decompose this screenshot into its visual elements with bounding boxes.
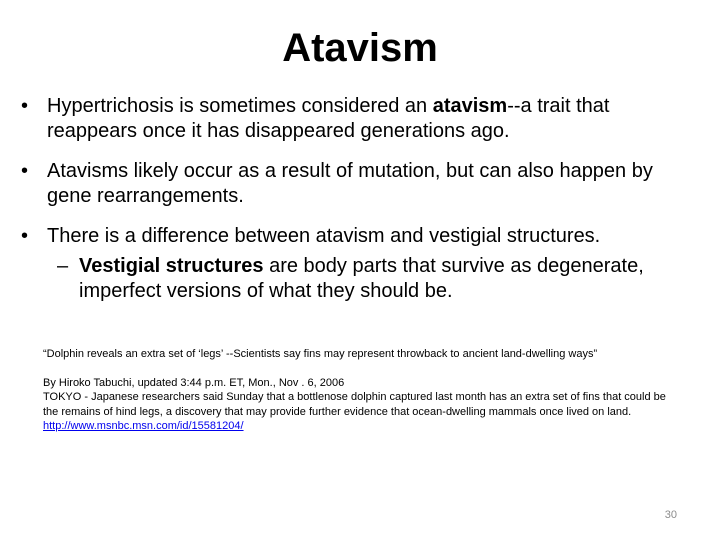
- bullet-atavisms-cause: [0, 159, 667, 209]
- bullet-marker: •: [21, 95, 29, 117]
- bullet-difference: [0, 224, 667, 249]
- sub-bullet-text: are body parts that survive as degenerate, imperfect versions of what they should be.: [79, 255, 644, 302]
- citation-headline: “Dolphin reveals an extra set of ‘legs’ --Scientists say fins may represent throwback to ancient land-dwelling ways”: [43, 348, 598, 360]
- citation-byline: By Hiroko Tabuchi, updated 3:44 p.m. ET, Mon., Nov . 6, 2006: [43, 376, 345, 389]
- slide-title: Atavism: [282, 26, 438, 70]
- bullet-marker: •: [21, 160, 29, 182]
- bullet-text: Atavisms likely occur as a result of mutation, but can also happen by gene rearrangements.: [47, 160, 653, 207]
- sub-bullet-vestigial: [0, 254, 659, 304]
- bullet-text: There is a difference between atavism and vestigial structures.: [47, 225, 601, 247]
- citation-link[interactable]: http://www.msnbc.msn.com/id/15581204/: [43, 420, 244, 432]
- sub-bullet-bold-term: Vestigial structures: [79, 255, 264, 277]
- bullet-list: [0, 94, 720, 304]
- bullet-hypertrichosis: [0, 94, 667, 144]
- sub-bullet-marker: –: [57, 255, 69, 277]
- bullet-text-end: --a trait that reappears once it has disappeared generations ago.: [47, 95, 610, 142]
- bullet-bold-term: atavism: [432, 95, 508, 117]
- citation-block: [43, 347, 673, 434]
- bullet-text-start: Hypertrichosis is sometimes considered an: [47, 95, 433, 117]
- citation-spacer: [43, 362, 673, 376]
- page-number: 30: [664, 509, 677, 521]
- citation-body: TOKYO - Japanese researchers said Sunday that a bottlenose dolphin captured last month has an extra set of fins that could be the remains of hind legs, a discovery that may provide further evidence that ocean-dwelling mammals once lived on land.: [43, 391, 666, 418]
- bullet-marker: •: [21, 225, 29, 247]
